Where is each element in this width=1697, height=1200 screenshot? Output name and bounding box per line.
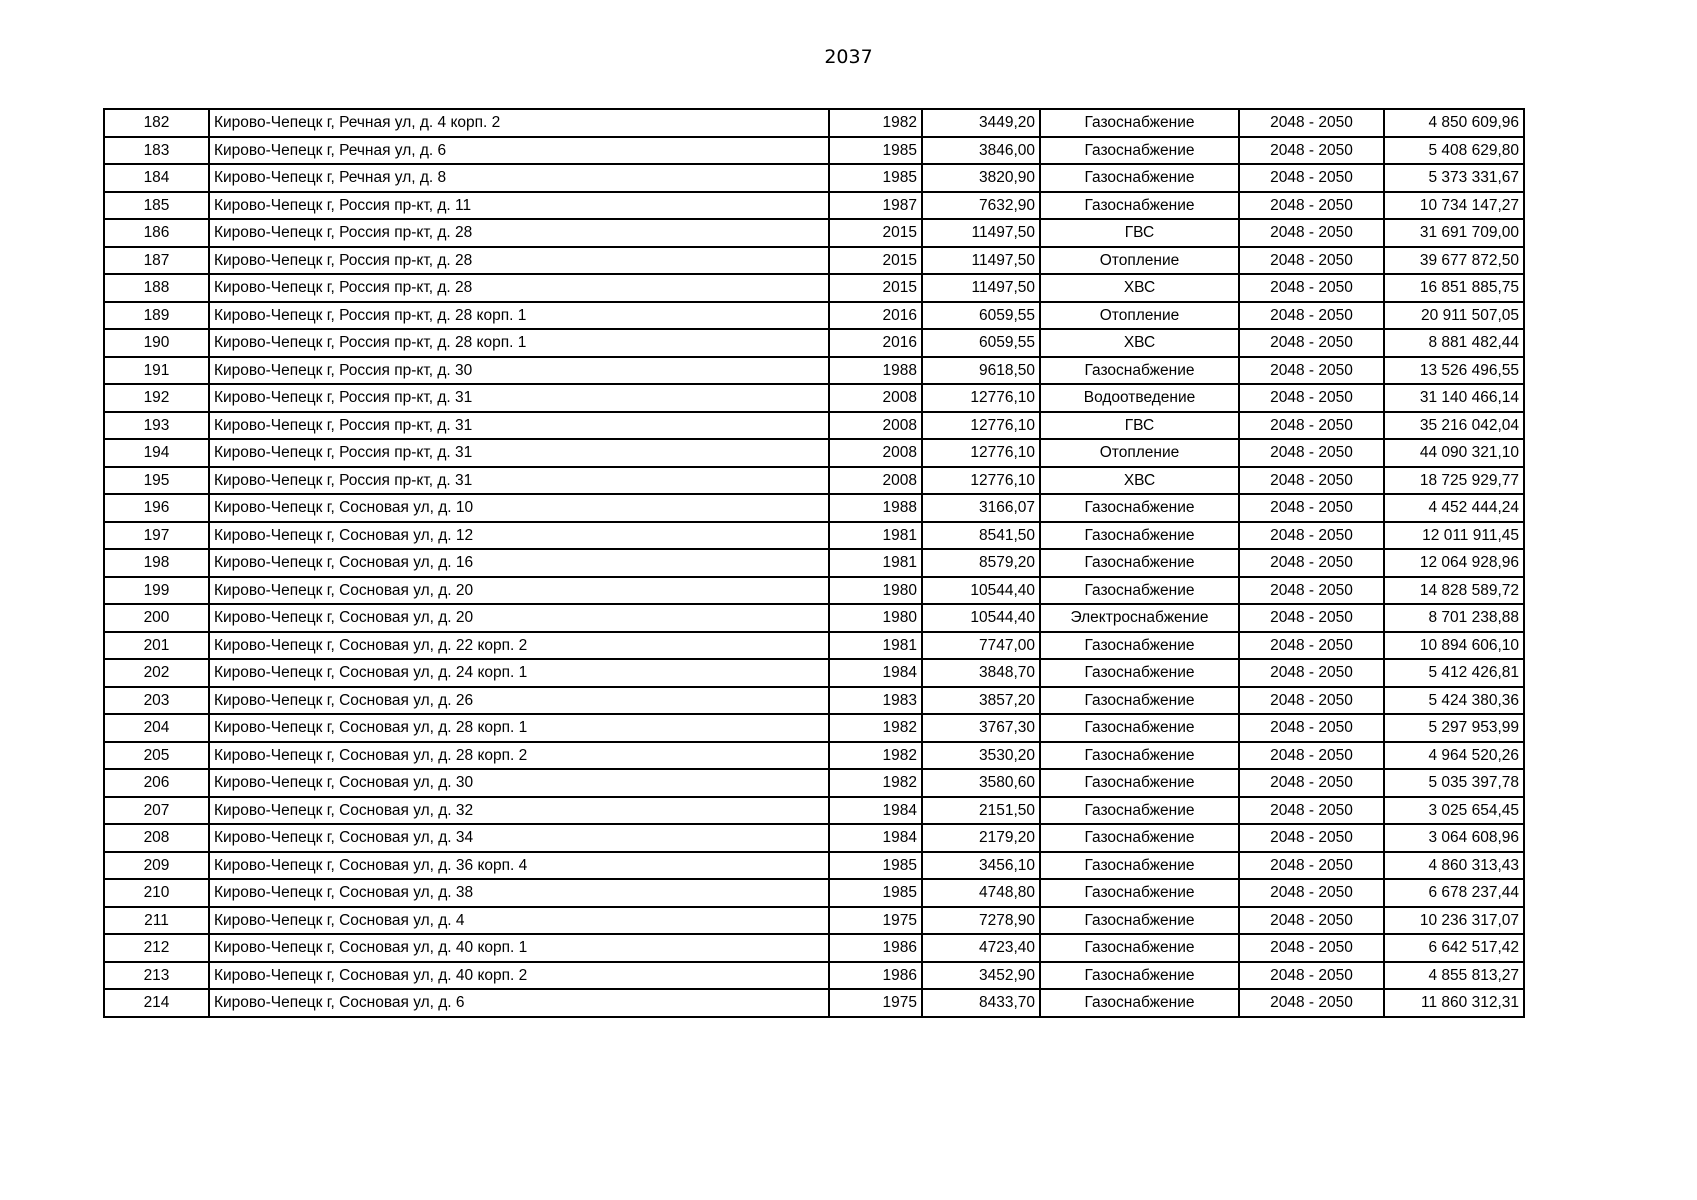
cost-cell: 16 851 885,75 xyxy=(1384,274,1524,302)
period-cell: 2048 - 2050 xyxy=(1239,192,1384,220)
cost-cell: 5 035 397,78 xyxy=(1384,769,1524,797)
work-type-cell: Отопление xyxy=(1040,247,1239,275)
year-cell: 1982 xyxy=(829,714,922,742)
area-cell: 8579,20 xyxy=(922,549,1040,577)
year-cell: 1988 xyxy=(829,357,922,385)
period-cell: 2048 - 2050 xyxy=(1239,934,1384,962)
cost-cell: 12 011 911,45 xyxy=(1384,522,1524,550)
cost-cell: 3 064 608,96 xyxy=(1384,824,1524,852)
row-number-cell: 212 xyxy=(104,934,209,962)
cost-cell: 3 025 654,45 xyxy=(1384,797,1524,825)
year-cell: 2015 xyxy=(829,247,922,275)
address-cell: Кирово-Чепецк г, Речная ул, д. 8 xyxy=(209,164,829,192)
address-cell: Кирово-Чепецк г, Речная ул, д. 6 xyxy=(209,137,829,165)
period-cell: 2048 - 2050 xyxy=(1239,302,1384,330)
year-cell: 1985 xyxy=(829,164,922,192)
work-type-cell: Газоснабжение xyxy=(1040,137,1239,165)
cost-cell: 5 297 953,99 xyxy=(1384,714,1524,742)
table-row xyxy=(104,357,1524,385)
year-cell: 2008 xyxy=(829,467,922,495)
cost-cell: 31 140 466,14 xyxy=(1384,384,1524,412)
area-cell: 12776,10 xyxy=(922,439,1040,467)
year-cell: 1981 xyxy=(829,522,922,550)
row-number-cell: 189 xyxy=(104,302,209,330)
year-cell: 1984 xyxy=(829,797,922,825)
cost-cell: 11 860 312,31 xyxy=(1384,989,1524,1017)
period-cell: 2048 - 2050 xyxy=(1239,714,1384,742)
table-row xyxy=(104,714,1524,742)
year-cell: 1982 xyxy=(829,769,922,797)
area-cell: 11497,50 xyxy=(922,247,1040,275)
table-row xyxy=(104,274,1524,302)
address-cell: Кирово-Чепецк г, Сосновая ул, д. 34 xyxy=(209,824,829,852)
cost-cell: 6 642 517,42 xyxy=(1384,934,1524,962)
area-cell: 3846,00 xyxy=(922,137,1040,165)
address-cell: Кирово-Чепецк г, Сосновая ул, д. 26 xyxy=(209,687,829,715)
period-cell: 2048 - 2050 xyxy=(1239,962,1384,990)
area-cell: 3166,07 xyxy=(922,494,1040,522)
address-cell: Кирово-Чепецк г, Россия пр-кт, д. 31 xyxy=(209,412,829,440)
work-type-cell: Газоснабжение xyxy=(1040,522,1239,550)
table-row xyxy=(104,659,1524,687)
work-type-cell: ГВС xyxy=(1040,219,1239,247)
year-cell: 1986 xyxy=(829,934,922,962)
area-cell: 6059,55 xyxy=(922,329,1040,357)
period-cell: 2048 - 2050 xyxy=(1239,797,1384,825)
table-row xyxy=(104,604,1524,632)
cost-cell: 4 452 444,24 xyxy=(1384,494,1524,522)
work-type-cell: ГВС xyxy=(1040,412,1239,440)
year-cell: 1986 xyxy=(829,962,922,990)
cost-cell: 18 725 929,77 xyxy=(1384,467,1524,495)
year-cell: 1975 xyxy=(829,989,922,1017)
area-cell: 3456,10 xyxy=(922,852,1040,880)
table-row xyxy=(104,384,1524,412)
year-cell: 1980 xyxy=(829,604,922,632)
year-cell: 1982 xyxy=(829,109,922,137)
cost-cell: 5 412 426,81 xyxy=(1384,659,1524,687)
period-cell: 2048 - 2050 xyxy=(1239,549,1384,577)
work-type-cell: Газоснабжение xyxy=(1040,357,1239,385)
table-row xyxy=(104,824,1524,852)
row-number-cell: 204 xyxy=(104,714,209,742)
period-cell: 2048 - 2050 xyxy=(1239,467,1384,495)
table-row xyxy=(104,137,1524,165)
year-cell: 1985 xyxy=(829,879,922,907)
work-type-cell: Газоснабжение xyxy=(1040,742,1239,770)
row-number-cell: 200 xyxy=(104,604,209,632)
year-cell: 1985 xyxy=(829,852,922,880)
table-row xyxy=(104,852,1524,880)
year-cell: 1984 xyxy=(829,659,922,687)
year-cell: 2016 xyxy=(829,329,922,357)
cost-cell: 10 734 147,27 xyxy=(1384,192,1524,220)
table-row xyxy=(104,247,1524,275)
area-cell: 12776,10 xyxy=(922,384,1040,412)
row-number-cell: 207 xyxy=(104,797,209,825)
period-cell: 2048 - 2050 xyxy=(1239,384,1384,412)
row-number-cell: 211 xyxy=(104,907,209,935)
period-cell: 2048 - 2050 xyxy=(1239,742,1384,770)
area-cell: 10544,40 xyxy=(922,577,1040,605)
area-cell: 2151,50 xyxy=(922,797,1040,825)
period-cell: 2048 - 2050 xyxy=(1239,852,1384,880)
row-number-cell: 191 xyxy=(104,357,209,385)
address-cell: Кирово-Чепецк г, Сосновая ул, д. 4 xyxy=(209,907,829,935)
period-cell: 2048 - 2050 xyxy=(1239,219,1384,247)
area-cell: 11497,50 xyxy=(922,274,1040,302)
cost-cell: 10 236 317,07 xyxy=(1384,907,1524,935)
row-number-cell: 192 xyxy=(104,384,209,412)
table-row xyxy=(104,742,1524,770)
year-cell: 1981 xyxy=(829,632,922,660)
row-number-cell: 202 xyxy=(104,659,209,687)
period-cell: 2048 - 2050 xyxy=(1239,824,1384,852)
work-type-cell: Газоснабжение xyxy=(1040,109,1239,137)
row-number-cell: 206 xyxy=(104,769,209,797)
work-type-cell: Газоснабжение xyxy=(1040,769,1239,797)
area-cell: 3820,90 xyxy=(922,164,1040,192)
area-cell: 3857,20 xyxy=(922,687,1040,715)
cost-cell: 4 964 520,26 xyxy=(1384,742,1524,770)
work-type-cell: Водоотведение xyxy=(1040,384,1239,412)
row-number-cell: 182 xyxy=(104,109,209,137)
row-number-cell: 201 xyxy=(104,632,209,660)
cost-cell: 5 424 380,36 xyxy=(1384,687,1524,715)
year-cell: 1982 xyxy=(829,742,922,770)
address-cell: Кирово-Чепецк г, Сосновая ул, д. 10 xyxy=(209,494,829,522)
row-number-cell: 186 xyxy=(104,219,209,247)
work-type-cell: Газоснабжение xyxy=(1040,494,1239,522)
address-cell: Кирово-Чепецк г, Сосновая ул, д. 36 корп. 4 xyxy=(209,852,829,880)
period-cell: 2048 - 2050 xyxy=(1239,329,1384,357)
work-type-cell: Газоснабжение xyxy=(1040,879,1239,907)
period-cell: 2048 - 2050 xyxy=(1239,659,1384,687)
address-cell: Кирово-Чепецк г, Сосновая ул, д. 24 корп. 1 xyxy=(209,659,829,687)
table-row xyxy=(104,164,1524,192)
area-cell: 4723,40 xyxy=(922,934,1040,962)
address-cell: Кирово-Чепецк г, Россия пр-кт, д. 28 xyxy=(209,247,829,275)
cost-cell: 8 701 238,88 xyxy=(1384,604,1524,632)
address-cell: Кирово-Чепецк г, Сосновая ул, д. 30 xyxy=(209,769,829,797)
work-type-cell: Отопление xyxy=(1040,439,1239,467)
address-cell: Кирово-Чепецк г, Россия пр-кт, д. 11 xyxy=(209,192,829,220)
period-cell: 2048 - 2050 xyxy=(1239,522,1384,550)
address-cell: Кирово-Чепецк г, Россия пр-кт, д. 31 xyxy=(209,467,829,495)
address-cell: Кирово-Чепецк г, Сосновая ул, д. 22 корп. 2 xyxy=(209,632,829,660)
address-cell: Кирово-Чепецк г, Россия пр-кт, д. 30 xyxy=(209,357,829,385)
period-cell: 2048 - 2050 xyxy=(1239,769,1384,797)
address-cell: Кирово-Чепецк г, Сосновая ул, д. 16 xyxy=(209,549,829,577)
work-type-cell: Газоснабжение xyxy=(1040,989,1239,1017)
year-cell: 1980 xyxy=(829,577,922,605)
cost-cell: 4 850 609,96 xyxy=(1384,109,1524,137)
table-row xyxy=(104,329,1524,357)
table-row xyxy=(104,632,1524,660)
row-number-cell: 183 xyxy=(104,137,209,165)
area-cell: 12776,10 xyxy=(922,467,1040,495)
work-type-cell: Газоснабжение xyxy=(1040,852,1239,880)
table-row xyxy=(104,219,1524,247)
period-cell: 2048 - 2050 xyxy=(1239,879,1384,907)
work-type-cell: Газоснабжение xyxy=(1040,687,1239,715)
work-type-cell: Отопление xyxy=(1040,302,1239,330)
row-number-cell: 185 xyxy=(104,192,209,220)
year-cell: 2016 xyxy=(829,302,922,330)
work-type-cell: Электроснабжение xyxy=(1040,604,1239,632)
address-cell: Кирово-Чепецк г, Сосновая ул, д. 28 корп. 2 xyxy=(209,742,829,770)
address-cell: Кирово-Чепецк г, Сосновая ул, д. 40 корп. 2 xyxy=(209,962,829,990)
address-cell: Кирово-Чепецк г, Россия пр-кт, д. 28 корп. 1 xyxy=(209,302,829,330)
row-number-cell: 199 xyxy=(104,577,209,605)
year-cell: 1985 xyxy=(829,137,922,165)
cost-cell: 12 064 928,96 xyxy=(1384,549,1524,577)
table-row xyxy=(104,549,1524,577)
period-cell: 2048 - 2050 xyxy=(1239,439,1384,467)
table-row xyxy=(104,109,1524,137)
cost-cell: 6 678 237,44 xyxy=(1384,879,1524,907)
period-cell: 2048 - 2050 xyxy=(1239,109,1384,137)
row-number-cell: 198 xyxy=(104,549,209,577)
row-number-cell: 197 xyxy=(104,522,209,550)
row-number-cell: 208 xyxy=(104,824,209,852)
area-cell: 9618,50 xyxy=(922,357,1040,385)
row-number-cell: 187 xyxy=(104,247,209,275)
cost-cell: 10 894 606,10 xyxy=(1384,632,1524,660)
row-number-cell: 213 xyxy=(104,962,209,990)
address-cell: Кирово-Чепецк г, Сосновая ул, д. 12 xyxy=(209,522,829,550)
table-row xyxy=(104,687,1524,715)
year-cell: 2008 xyxy=(829,384,922,412)
area-cell: 3580,60 xyxy=(922,769,1040,797)
row-number-cell: 190 xyxy=(104,329,209,357)
work-type-cell: Газоснабжение xyxy=(1040,934,1239,962)
period-cell: 2048 - 2050 xyxy=(1239,687,1384,715)
period-cell: 2048 - 2050 xyxy=(1239,137,1384,165)
row-number-cell: 210 xyxy=(104,879,209,907)
table-row xyxy=(104,934,1524,962)
table-body xyxy=(104,109,1524,1017)
area-cell: 7278,90 xyxy=(922,907,1040,935)
row-number-cell: 203 xyxy=(104,687,209,715)
row-number-cell: 184 xyxy=(104,164,209,192)
cost-cell: 35 216 042,04 xyxy=(1384,412,1524,440)
work-type-cell: ХВС xyxy=(1040,274,1239,302)
area-cell: 7632,90 xyxy=(922,192,1040,220)
row-number-cell: 196 xyxy=(104,494,209,522)
work-type-cell: Газоснабжение xyxy=(1040,714,1239,742)
address-cell: Кирово-Чепецк г, Сосновая ул, д. 28 корп. 1 xyxy=(209,714,829,742)
work-type-cell: ХВС xyxy=(1040,329,1239,357)
area-cell: 6059,55 xyxy=(922,302,1040,330)
address-cell: Кирово-Чепецк г, Речная ул, д. 4 корп. 2 xyxy=(209,109,829,137)
period-cell: 2048 - 2050 xyxy=(1239,907,1384,935)
cost-cell: 8 881 482,44 xyxy=(1384,329,1524,357)
area-cell: 12776,10 xyxy=(922,412,1040,440)
period-cell: 2048 - 2050 xyxy=(1239,577,1384,605)
address-cell: Кирово-Чепецк г, Сосновая ул, д. 40 корп. 1 xyxy=(209,934,829,962)
cost-cell: 4 860 313,43 xyxy=(1384,852,1524,880)
area-cell: 3452,90 xyxy=(922,962,1040,990)
row-number-cell: 193 xyxy=(104,412,209,440)
area-cell: 11497,50 xyxy=(922,219,1040,247)
cost-cell: 39 677 872,50 xyxy=(1384,247,1524,275)
address-cell: Кирово-Чепецк г, Сосновая ул, д. 6 xyxy=(209,989,829,1017)
year-cell: 2015 xyxy=(829,219,922,247)
area-cell: 4748,80 xyxy=(922,879,1040,907)
table-row xyxy=(104,577,1524,605)
cost-cell: 20 911 507,05 xyxy=(1384,302,1524,330)
table-row xyxy=(104,769,1524,797)
work-type-cell: Газоснабжение xyxy=(1040,192,1239,220)
row-number-cell: 214 xyxy=(104,989,209,1017)
work-type-cell: Газоснабжение xyxy=(1040,907,1239,935)
work-type-cell: ХВС xyxy=(1040,467,1239,495)
table-row xyxy=(104,467,1524,495)
table-row xyxy=(104,907,1524,935)
period-cell: 2048 - 2050 xyxy=(1239,989,1384,1017)
cost-cell: 13 526 496,55 xyxy=(1384,357,1524,385)
row-number-cell: 209 xyxy=(104,852,209,880)
cost-cell: 5 373 331,67 xyxy=(1384,164,1524,192)
period-cell: 2048 - 2050 xyxy=(1239,164,1384,192)
address-cell: Кирово-Чепецк г, Россия пр-кт, д. 31 xyxy=(209,384,829,412)
period-cell: 2048 - 2050 xyxy=(1239,357,1384,385)
table-row xyxy=(104,494,1524,522)
repair-schedule-table xyxy=(103,108,1525,1018)
row-number-cell: 188 xyxy=(104,274,209,302)
area-cell: 7747,00 xyxy=(922,632,1040,660)
table-row xyxy=(104,797,1524,825)
period-cell: 2048 - 2050 xyxy=(1239,274,1384,302)
year-cell: 1984 xyxy=(829,824,922,852)
year-cell: 1988 xyxy=(829,494,922,522)
year-cell: 1981 xyxy=(829,549,922,577)
period-cell: 2048 - 2050 xyxy=(1239,412,1384,440)
address-cell: Кирово-Чепецк г, Сосновая ул, д. 20 xyxy=(209,604,829,632)
area-cell: 3848,70 xyxy=(922,659,1040,687)
table-row xyxy=(104,412,1524,440)
period-cell: 2048 - 2050 xyxy=(1239,632,1384,660)
table-row xyxy=(104,522,1524,550)
cost-cell: 14 828 589,72 xyxy=(1384,577,1524,605)
work-type-cell: Газоснабжение xyxy=(1040,824,1239,852)
table-row xyxy=(104,879,1524,907)
table-row xyxy=(104,192,1524,220)
work-type-cell: Газоснабжение xyxy=(1040,962,1239,990)
area-cell: 2179,20 xyxy=(922,824,1040,852)
year-cell: 2015 xyxy=(829,274,922,302)
cost-cell: 5 408 629,80 xyxy=(1384,137,1524,165)
address-cell: Кирово-Чепецк г, Россия пр-кт, д. 28 xyxy=(209,274,829,302)
period-cell: 2048 - 2050 xyxy=(1239,604,1384,632)
row-number-cell: 205 xyxy=(104,742,209,770)
row-number-cell: 195 xyxy=(104,467,209,495)
year-cell: 1987 xyxy=(829,192,922,220)
year-cell: 1983 xyxy=(829,687,922,715)
work-type-cell: Газоснабжение xyxy=(1040,549,1239,577)
cost-cell: 44 090 321,10 xyxy=(1384,439,1524,467)
table-row xyxy=(104,302,1524,330)
work-type-cell: Газоснабжение xyxy=(1040,632,1239,660)
year-cell: 2008 xyxy=(829,439,922,467)
table-row xyxy=(104,439,1524,467)
address-cell: Кирово-Чепецк г, Сосновая ул, д. 20 xyxy=(209,577,829,605)
period-cell: 2048 - 2050 xyxy=(1239,247,1384,275)
year-cell: 2008 xyxy=(829,412,922,440)
page-number: 2037 xyxy=(824,46,873,68)
work-type-cell: Газоснабжение xyxy=(1040,659,1239,687)
table-row xyxy=(104,962,1524,990)
address-cell: Кирово-Чепецк г, Россия пр-кт, д. 28 корп. 1 xyxy=(209,329,829,357)
area-cell: 8433,70 xyxy=(922,989,1040,1017)
period-cell: 2048 - 2050 xyxy=(1239,494,1384,522)
area-cell: 8541,50 xyxy=(922,522,1040,550)
address-cell: Кирово-Чепецк г, Россия пр-кт, д. 31 xyxy=(209,439,829,467)
cost-cell: 4 855 813,27 xyxy=(1384,962,1524,990)
area-cell: 3767,30 xyxy=(922,714,1040,742)
area-cell: 10544,40 xyxy=(922,604,1040,632)
area-cell: 3530,20 xyxy=(922,742,1040,770)
address-cell: Кирово-Чепецк г, Сосновая ул, д. 38 xyxy=(209,879,829,907)
address-cell: Кирово-Чепецк г, Сосновая ул, д. 32 xyxy=(209,797,829,825)
row-number-cell: 194 xyxy=(104,439,209,467)
address-cell: Кирово-Чепецк г, Россия пр-кт, д. 28 xyxy=(209,219,829,247)
year-cell: 1975 xyxy=(829,907,922,935)
work-type-cell: Газоснабжение xyxy=(1040,577,1239,605)
area-cell: 3449,20 xyxy=(922,109,1040,137)
work-type-cell: Газоснабжение xyxy=(1040,164,1239,192)
table-row xyxy=(104,989,1524,1017)
work-type-cell: Газоснабжение xyxy=(1040,797,1239,825)
cost-cell: 31 691 709,00 xyxy=(1384,219,1524,247)
